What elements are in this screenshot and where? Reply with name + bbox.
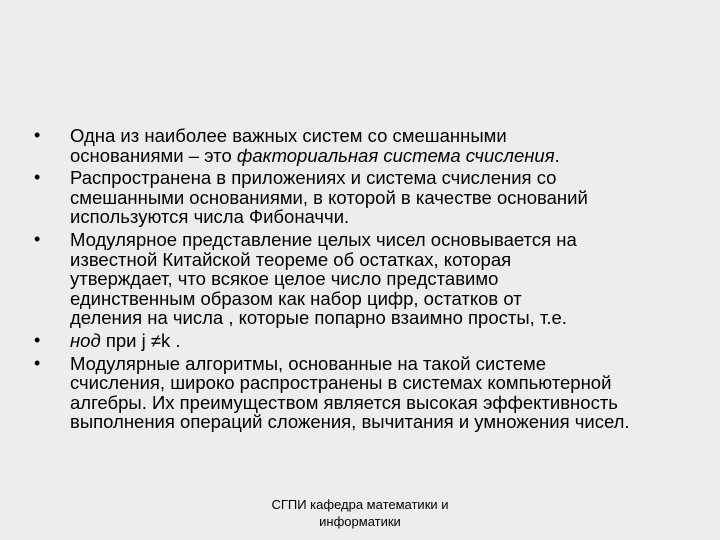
- text-line: деления на числа , которые попарно взаимно просты, т.е.: [70, 307, 567, 329]
- text-line: Одна из наиболее важных систем со смешанными: [70, 125, 507, 146]
- text-fragment: при j ≠k .: [100, 329, 181, 351]
- footer-line: СГПИ кафедра математики и: [271, 497, 449, 512]
- bullet-icon: •: [34, 125, 41, 145]
- bullet-icon: •: [34, 167, 41, 188]
- text-line: [70, 331, 694, 351]
- text-line: Модулярные алгоритмы, основанные на такой системе: [70, 352, 547, 374]
- text-fragment: основаниями – это: [70, 144, 237, 166]
- text-line: утверждает, что всякое целое число представимо: [70, 268, 499, 290]
- text-line: единственным образом как набор цифр, остатков от: [70, 287, 522, 309]
- text-line: алгебры. Их преимуществом является высокая эффективность: [70, 391, 618, 413]
- list-item: [34, 126, 694, 165]
- list-item: [34, 354, 694, 432]
- list-item: [34, 230, 694, 328]
- text-fragment: .: [554, 144, 560, 166]
- slide-footer: [250, 496, 470, 530]
- text-line: выполнения операций сложения, вычитания и умножения чисел.: [70, 411, 630, 433]
- footer-line: информатики: [319, 514, 401, 529]
- text-line: смешанными основаниями, в которой в качестве оснований: [70, 186, 588, 208]
- text-line: используются числа Фибоначчи.: [70, 206, 350, 228]
- bullet-list: [34, 126, 694, 435]
- italic-term: факториальная система счисления: [236, 144, 555, 166]
- text-line: известной Китайской теореме об остатках, которая: [70, 248, 512, 270]
- bullet-icon: •: [34, 329, 41, 350]
- text-line: Модулярное представление целых чисел основывается на: [70, 228, 577, 250]
- italic-term: нод: [70, 329, 101, 351]
- bullet-icon: •: [34, 228, 41, 249]
- text-line: счисления, широко распространены в системах компьютерной: [70, 372, 612, 394]
- text-line: Распространена в приложениях и система счисления со: [70, 167, 557, 189]
- text-line: [70, 146, 694, 166]
- list-item: [34, 331, 694, 351]
- bullet-icon: •: [34, 352, 41, 373]
- list-item: [34, 168, 694, 227]
